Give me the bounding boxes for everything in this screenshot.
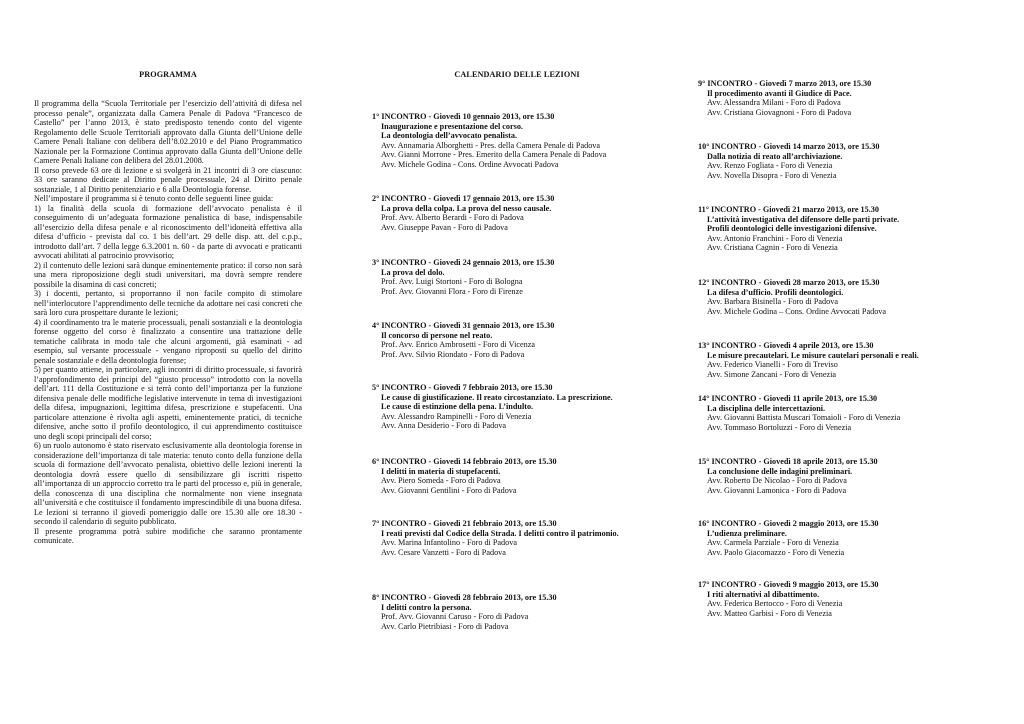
session-speaker: Avv. Roberto De Nicolao - Foro di Padova — [707, 476, 847, 486]
program-paragraph: Nell’impostare il programma si è tenuto conto delle seguenti linee guida: — [34, 194, 274, 203]
session-speaker: Avv. Giuseppe Pavan - Foro di Padova — [381, 222, 508, 232]
session-speaker: Avv. Barbara Bisinella - Foro di Padova — [707, 297, 838, 307]
session-topic: Il concorso di persone nel reato. — [381, 330, 493, 340]
session-topic: La difesa d’ufficio. Profili deontologici. — [707, 287, 844, 297]
session-speaker: Avv. Giovanni Gentilini - Foro di Padova — [381, 485, 517, 495]
session-2 — [372, 194, 662, 232]
session-speaker: Prof. Avv. Luigi Stortoni - Foro di Bologna — [381, 277, 523, 287]
session-topic: L’udienza preliminare. — [707, 528, 787, 538]
session-topic: Dalla notizia di reato all’archiviazione. — [707, 151, 843, 161]
session-speaker: Avv. Giovanni Battista Muscari Tomaioli - Foro di Venezia — [707, 413, 901, 423]
session-heading: 2° INCONTRO - Giovedì 17 gennaio 2013, ore 15.30 — [372, 194, 555, 203]
session-heading: 6° INCONTRO - Giovedì 14 febbraio 2013, ore 15.30 — [372, 457, 557, 466]
program-title: PROGRAMMA — [139, 70, 197, 79]
session-speaker: Prof. Avv. Giovanni Flora - Foro di Firenze — [381, 286, 523, 296]
session-heading: 10° INCONTRO - Giovedì 14 marzo 2013, ore 15.30 — [698, 142, 880, 151]
program-paragraph: 3) i docenti, pertanto, si proporranno il non facile compito di stimolare nell’interlocutore l’apprendimento delle tecniche da adottare nei casi concreti che sarà loro cura prospettare durante le lezioni; — [34, 289, 302, 317]
session-heading: 9° INCONTRO - Giovedì 7 marzo 2013, ore 15.30 — [698, 79, 872, 88]
session-speaker: Avv. Annamaria Alborghetti - Pres. della Camera Penale di Padova — [381, 140, 601, 150]
session-topic: I delitti contro la persona. — [381, 602, 472, 612]
session-6 — [372, 457, 662, 495]
session-4 — [372, 321, 662, 359]
session-speaker: Avv. Marina Infantolino - Foro di Padova — [381, 538, 517, 548]
session-topic: I delitti in materia di stupefacenti. — [381, 466, 501, 476]
session-speaker: Avv. Michele Godina – Cons. Ordine Avvocati Padova — [707, 306, 887, 316]
session-12 — [698, 278, 998, 316]
session-1 — [372, 112, 662, 169]
session-speaker: Avv. Simone Zancani - Foro di Venezia — [707, 369, 836, 379]
program-paragraph: Il corso prevede 63 ore di lezione e si svolgerà in 21 incontri di 3 ore ciascuno: 33 ore saranno dedicate al Diritto penale processuale, 24 al Diritto penale sostanziale, 1 al Diritto penitenziario e 6 alla Deontologia forense. — [34, 165, 302, 194]
program-paragraph: 1) la finalità della scuola di formazione dell’avvocato penalista è il conseguimento di un’adeguata formazione penalistica di base, indispensabile all’esercizio della difesa penale e al riconoscimento dell’idoneità effettiva alla difesa d’ufficio - prevista dal co. 1 bis dell’art. 29 delle disp. att. del c.p.p., introdotto dall’art. 7 della legge 6.3.2001 n. 60 - da parte di avvocati e praticanti avvocati abilitati al patrocinio provvisorio; — [34, 203, 302, 260]
session-15 — [698, 457, 998, 495]
session-topic: I riti alternativi al dibattimento. — [707, 589, 820, 599]
session-topic: L’attività investigativa del difensore delle parti private. — [707, 214, 900, 224]
session-topic: La disciplina delle intercettazioni. — [707, 403, 826, 413]
session-speaker: Avv. Alessandra Milani - Foro di Padova — [707, 98, 841, 108]
session-topic: Le cause di estinzione della pena. L’indulto. — [381, 402, 534, 412]
program-body — [34, 99, 302, 546]
session-speaker: Avv. Cesare Vanzetti - Foro di Padova — [381, 547, 506, 557]
session-heading: 11° INCONTRO - Giovedì 21 marzo 2013, ore 15.30 — [698, 205, 879, 214]
session-heading: 14° INCONTRO - Giovedì 11 aprile 2013, ore 15.30 — [698, 394, 878, 403]
session-topic: Inaugurazione e presentazione del corso. — [381, 121, 523, 131]
session-topic: Il procedimento avanti il Giudice di Pace. — [707, 88, 852, 98]
session-topic: La conclusione delle indagini preliminari. — [707, 466, 853, 476]
session-speaker: Avv. Gianni Morrone - Pres. Emerito della Camera Penale di Padova — [381, 150, 607, 160]
session-speaker: Avv. Tommaso Bortoluzzi - Foro di Venezia — [707, 422, 852, 432]
session-heading: 1° INCONTRO - Giovedì 10 gennaio 2013, ore 15.30 — [372, 112, 555, 121]
session-speaker: Avv. Carlo Pietribiasi - Foro di Padova — [381, 621, 509, 631]
session-speaker: Avv. Renzo Fogliata - Foro di Venezia — [707, 161, 833, 171]
session-speaker: Avv. Alessandro Rampinelli - Foro di Venezia — [381, 411, 532, 421]
session-13 — [698, 341, 998, 379]
session-topic: La prova della colpa. La prova del nesso causale. — [381, 203, 552, 213]
session-17 — [698, 580, 998, 618]
session-speaker: Avv. Giovanni Lamonica - Foro di Padova — [707, 485, 847, 495]
session-speaker: Prof. Avv. Enrico Ambrosetti - Foro di Vicenza — [381, 340, 535, 350]
program-paragraph: Il programma della “Scuola Territoriale per l’esercizio dell’attività di difesa nel processo penale”, organizzata dalla Camera Penale di Padova “Francesco de Castello” per l’anno 2013, è stato predisposto tenendo conto del vigente Regolamento delle Scuole Territoriali approvato dalla Giunta dell’Unione delle Camere Penali Italiane con delibera dell’8.02.2010 e del Piano Programmatico Nazionale per la Formazione Continua approvato dalla Giunta dell’Unione delle Camere Penali Italiane con delibera del 28.01.2008. — [34, 99, 302, 165]
session-speaker: Avv. Matteo Garbisi - Foro di Venezia — [707, 608, 832, 618]
session-speaker: Prof. Avv. Giovanni Caruso - Foro di Padova — [381, 612, 529, 622]
session-heading: 17° INCONTRO - Giovedì 9 maggio 2013, ore 15.30 — [698, 580, 879, 589]
session-5 — [372, 383, 662, 431]
session-topic: La deontologia dell’avvocato penalista. — [381, 131, 518, 141]
session-7 — [372, 519, 662, 557]
session-topic: Le cause di giustificazione. Il reato circostanziato. La prescrizione. — [381, 392, 613, 402]
program-paragraph: 5) per quanto attiene, in particolare, agli incontri di diritto processuale, si favorirà l’approfondimento dei principi del “giusto processo” introdotto con la novella dell’art. 111 della Costituzione e si terrà conto dell’importanza per la funzione difensiva penale delle modifiche legislative intervenute in tema di investigazioni della difesa, impugnazioni, legittima difesa, prescrizione e stupefacenti. Una particolare attenzione è rivolta agli aspetti, eminentemente pratici, di tecniche difensive, anche sotto il profilo deontologico, il cui apprendimento costituisce uno degli scopi principali del corso; — [34, 365, 302, 441]
session-speaker: Avv. Michele Godina - Cons. Ordine Avvocati Padova — [381, 159, 559, 169]
session-topic: La prova del dolo. — [381, 267, 445, 277]
session-14 — [698, 394, 998, 432]
session-speaker: Avv. Cristiana Giovagnoni - Foro di Padova — [707, 107, 852, 117]
program-paragraph: Il presente programma potrà subire modifiche che saranno prontamente comunicate. — [34, 526, 302, 545]
session-heading: 3° INCONTRO - Giovedì 24 gennaio 2013, ore 15.30 — [372, 258, 555, 267]
program-paragraph: 6) un ruolo autonomo è stato riservato esclusivamente alla deontologia forense in considerazione dell’importanza di tale materia: tenuto conto della funzione della scuola di formazione dell’avvocato penalista, obiettivo delle lezioni inerenti la deontologia dovrà essere quello di sensibilizzare gli iscritti rispetto all’importanza di un approccio corretto tra le parti del processo e, più in generale, della conoscenza di una disciplina che normalmente non viene insegnata all’università e che costituisce il fondamento imprescindibile di una buona difesa. — [34, 441, 302, 507]
session-heading: 12° INCONTRO - Giovedì 28 marzo 2013, ore 15.30 — [698, 278, 880, 287]
session-speaker: Avv. Carmela Parziale - Foro di Venezia — [707, 538, 839, 548]
session-speaker: Prof. Avv. Alberto Berardi - Foro di Padova — [381, 213, 524, 223]
session-topic: Le misure precautelari. Le misure cautelari personali e reali. — [707, 350, 919, 360]
session-speaker: Prof. Avv. Silvio Riondato - Foro di Padova — [381, 349, 525, 359]
session-topic: Profili deontologici delle investigazioni difensive. — [707, 224, 877, 234]
program-paragraph: 4) il coordinamento tra le materie processuali, penali sostanziali e la deontologia forense oggetto del corso è finalizzato a consentire una trattazione delle tematiche calibrata in modo tale che alcuni argomenti, già esaminati - ad esempio, sul versante processuale - vengano riproposti su quello del diritto penale sostanziale e della deontologia forense; — [34, 317, 302, 365]
program-paragraph: 2) il contenuto delle lezioni sarà dunque eminentemente pratico: il corso non sarà una mera riproposizione degli studi universitari, ma dovrà sempre rendere possibile la disamina di casi concreti; — [34, 260, 302, 289]
session-11 — [698, 205, 998, 253]
session-speaker: Avv. Novella Disopra - Foro di Venezia — [707, 170, 837, 180]
program-paragraph: Le lezioni si terranno il giovedì pomeriggio dalle ore 15.30 alle ore 18.30 - secondo il calendario di seguito pubblicato. — [34, 507, 302, 526]
session-3 — [372, 258, 662, 296]
session-heading: 13° INCONTRO - Giovedì 4 aprile 2013, ore 15.30 — [698, 341, 874, 350]
session-speaker: Avv. Piero Someda - Foro di Padova — [381, 476, 501, 486]
session-heading: 7° INCONTRO - Giovedì 21 febbraio 2013, ore 15.30 — [372, 519, 557, 528]
session-topic: I reati previsti dal Codice della Strada. I delitti contro il patrimonio. — [381, 528, 619, 538]
session-9 — [698, 79, 998, 117]
session-speaker: Avv. Anna Desiderio - Foro di Padova — [381, 421, 507, 431]
session-heading: 15° INCONTRO - Giovedì 18 aprile 2013, ore 15.30 — [698, 457, 878, 466]
session-10 — [698, 142, 998, 180]
session-speaker: Avv. Paolo Giacomazzo - Foro di Venezia — [707, 547, 845, 557]
session-heading: 8° INCONTRO - Giovedì 28 febbraio 2013, ore 15.30 — [372, 593, 557, 602]
session-heading: 4° INCONTRO - Giovedì 31 gennaio 2013, ore 15.30 — [372, 321, 555, 330]
session-16 — [698, 519, 998, 557]
session-8 — [372, 593, 662, 631]
session-speaker: Avv. Federica Bertocco - Foro di Venezia — [707, 599, 843, 609]
session-heading: 5° INCONTRO - Giovedì 7 febbraio 2013, ore 15.30 — [372, 383, 553, 392]
session-speaker: Avv. Antonio Franchini - Foro di Venezia — [707, 233, 843, 243]
calendar-title: CALENDARIO DELLE LEZIONI — [454, 70, 580, 79]
session-heading: 16° INCONTRO - Giovedì 2 maggio 2013, ore 15.30 — [698, 519, 879, 528]
session-speaker: Avv. Federico Vianelli - Foro di Treviso — [707, 360, 838, 370]
session-speaker: Avv. Cristiana Cagnin - Foro di Venezia — [707, 243, 838, 253]
